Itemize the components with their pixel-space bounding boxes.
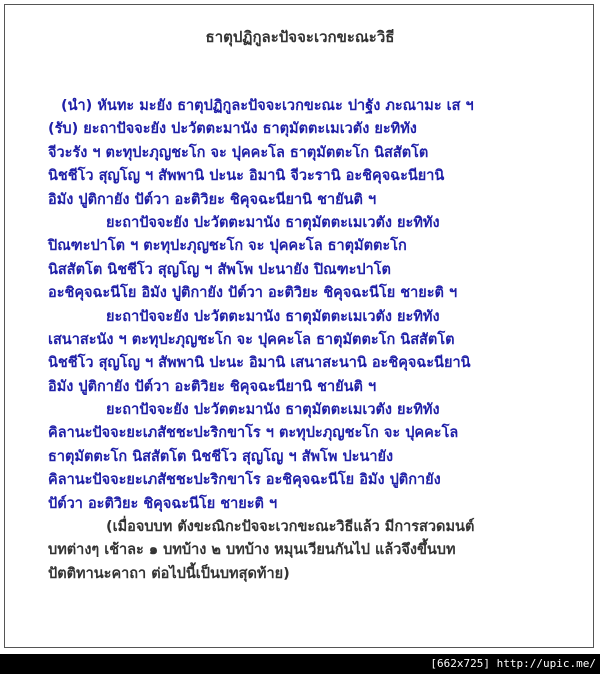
- chant-line: อิมัง ปูติกายัง ปัต์วา อะติวิยะ ชิคุจฉะนียานิ ชายันติ ฯ: [48, 378, 377, 395]
- chant-line: เสนาสะนัง ฯ ตะทุปะภุญชะโก จะ ปุคคะโล ธาตุมัตตะโก นิสสัตโต: [48, 331, 455, 348]
- chant-line: ปัตติทานะคาถา ต่อไปนี้เป็นบทสุดท้าย): [48, 565, 290, 582]
- chant-line: (นำ) หันทะ มะยัง ธาตุปฏิกูละปัจจะเวกขะณะ ปาฐัง ภะณามะ เส ฯ: [61, 98, 474, 114]
- page-title: ธาตุปฏิกูละปัจจะเวกขะณะวิธี: [205, 28, 395, 46]
- chant-line: คิลานะปัจจะยะเภสัชชะปะริกขาโร อะชิคุจฉะนีโย อิมัง ปูติกายัง: [48, 472, 441, 489]
- chant-line: นิสสัตโต นิชชีโว สุญโญ ฯ สัพโพ ปะนายัง ปิณฑะปาโต: [48, 261, 391, 278]
- chant-line: (เมื่อจบบท ตังขะณิกะปัจจะเวกขะณะวิธีแล้ว มีการสวดมนต์: [106, 519, 475, 536]
- chant-line: ยะถาปัจจะยัง ปะวัตตะมานัง ธาตุมัตตะเมเวตัง ยะทิทัง: [106, 214, 440, 231]
- chant-line: ธาตุมัตตะโก นิสสัตโต นิชชีโว สุญโญ ฯ สัพโพ ปะนายัง: [48, 448, 394, 465]
- chant-text: [48, 95, 588, 586]
- chant-line: ยะถาปัจจะยัง ปะวัตตะมานัง ธาตุมัตตะเมเวตัง ยะทิทัง: [106, 402, 440, 419]
- chant-line: (รับ) ยะถาปัจจะยัง ปะวัตตะมานัง ธาตุมัตตะเมเวตัง ยะทิทัง: [48, 121, 417, 138]
- document-frame: [4, 4, 594, 648]
- chant-line: ปิณฑะปาโต ฯ ตะทุปะภุญชะโก จะ ปุคคะโล ธาตุมัตตะโก: [48, 238, 407, 255]
- chant-line: คิลานะปัจจะยะเภสัชชะปะริกขาโร ฯ ตะทุปะภุญชะโก จะ ปุคคะโล: [48, 425, 459, 442]
- chant-line: ยะถาปัจจะยัง ปะวัตตะมานัง ธาตุมัตตะเมเวตัง ยะทิทัง: [106, 308, 440, 325]
- chant-line: อิมัง ปูติกายัง ปัต์วา อะติวิยะ ชิคุจฉะนียานิ ชายันติ ฯ: [48, 191, 377, 208]
- chant-line: นิชชีโว สุญโญ ฯ สัพพานิ ปะนะ อิมานิ จีวะรานิ อะชิคุจฉะนียานิ: [48, 168, 445, 185]
- chant-line: อะชิคุจฉะนีโย อิมัง ปูติกายัง ปัต์วา อะติวิยะ ชิคุจฉะนีโย ชายะติ ฯ: [48, 285, 458, 302]
- chant-line: บทต่างๆ เช้าละ ๑ บทบ้าง ๒ บทบ้าง หมุนเวียนกันไป แล้วจึงขึ้นบท: [48, 542, 456, 559]
- image-host-footer: [662x725] http://upic.me/: [0, 654, 600, 674]
- chant-line: นิชชีโว สุญโญ ฯ สัพพานิ ปะนะ อิมานิ เสนาสะนานิ อะชิคุจฉะนียานิ: [48, 355, 471, 372]
- chant-line: ปัต์วา อะติวิยะ ชิคุจฉะนีโย ชายะติ ฯ: [48, 495, 278, 512]
- chant-line: จีวะรัง ฯ ตะทุปะภุญชะโก จะ ปุคคะโล ธาตุมัตตะโก นิสสัตโต: [48, 144, 429, 161]
